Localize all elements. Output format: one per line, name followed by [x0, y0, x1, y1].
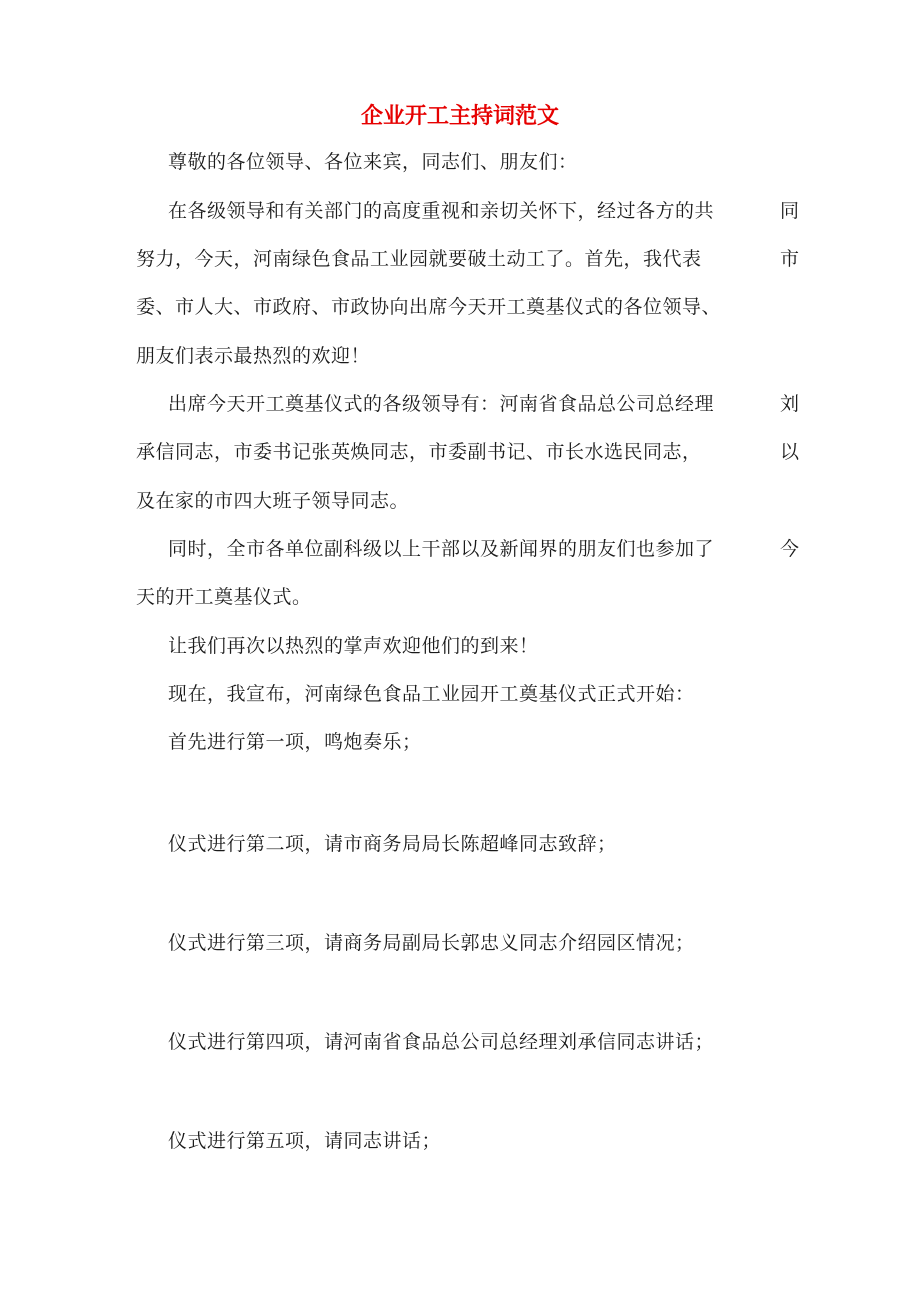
agenda-item-1: 首先进行第一项，鸣炮奏乐；: [168, 731, 422, 753]
para3-line2: 天的开工奠基仪式。: [136, 586, 312, 608]
para4: 让我们再次以热烈的掌声欢迎他们的到来！: [168, 635, 539, 657]
salutation: 尊敬的各位领导、各位来宾，同志们、朋友们：: [168, 151, 578, 173]
para5: 现在，我宣布，河南绿色食品工业园开工奠基仪式正式开始：: [168, 683, 695, 705]
agenda-item-5: 仪式进行第五项，请同志讲话；: [168, 1130, 442, 1152]
para3-line1-tail: 今: [780, 538, 800, 560]
para1-line2: 努力，今天，河南绿色食品工业园就要破土动工了。首先，我代表: [136, 248, 702, 270]
para2-line3: 及在家的市四大班子领导同志。: [136, 490, 410, 512]
para1-line1-tail: 同: [780, 200, 800, 222]
para2-line1: 出席今天开工奠基仪式的各级领导有：河南省食品总公司总经理: [168, 393, 715, 415]
para1-line4: 朋友们表示最热烈的欢迎！: [136, 345, 371, 367]
para3-line1: 同时，全市各单位副科级以上干部以及新闻界的朋友们也参加了: [168, 538, 715, 560]
para2-line2: 承信同志，市委书记张英焕同志，市委副书记、市长水选民同志，: [136, 441, 702, 463]
agenda-item-3: 仪式进行第三项，请商务局副局长郭忠义同志介绍园区情况；: [168, 932, 695, 954]
para2-line1-tail: 刘: [780, 393, 800, 415]
para1-line3: 委、市人大、市政府、市政协向出席今天开工奠基仪式的各位领导、: [136, 296, 722, 318]
agenda-item-2: 仪式进行第二项，请市商务局局长陈超峰同志致辞；: [168, 833, 617, 855]
para1-line1: 在各级领导和有关部门的高度重视和亲切关怀下，经过各方的共: [168, 200, 715, 222]
para1-line2-tail: 市: [780, 248, 800, 270]
agenda-item-4: 仪式进行第四项，请河南省食品总公司总经理刘承信同志讲话；: [168, 1031, 715, 1053]
document-title: 企业开工主持词范文: [360, 103, 559, 129]
para2-line2-tail: 以: [780, 441, 800, 463]
